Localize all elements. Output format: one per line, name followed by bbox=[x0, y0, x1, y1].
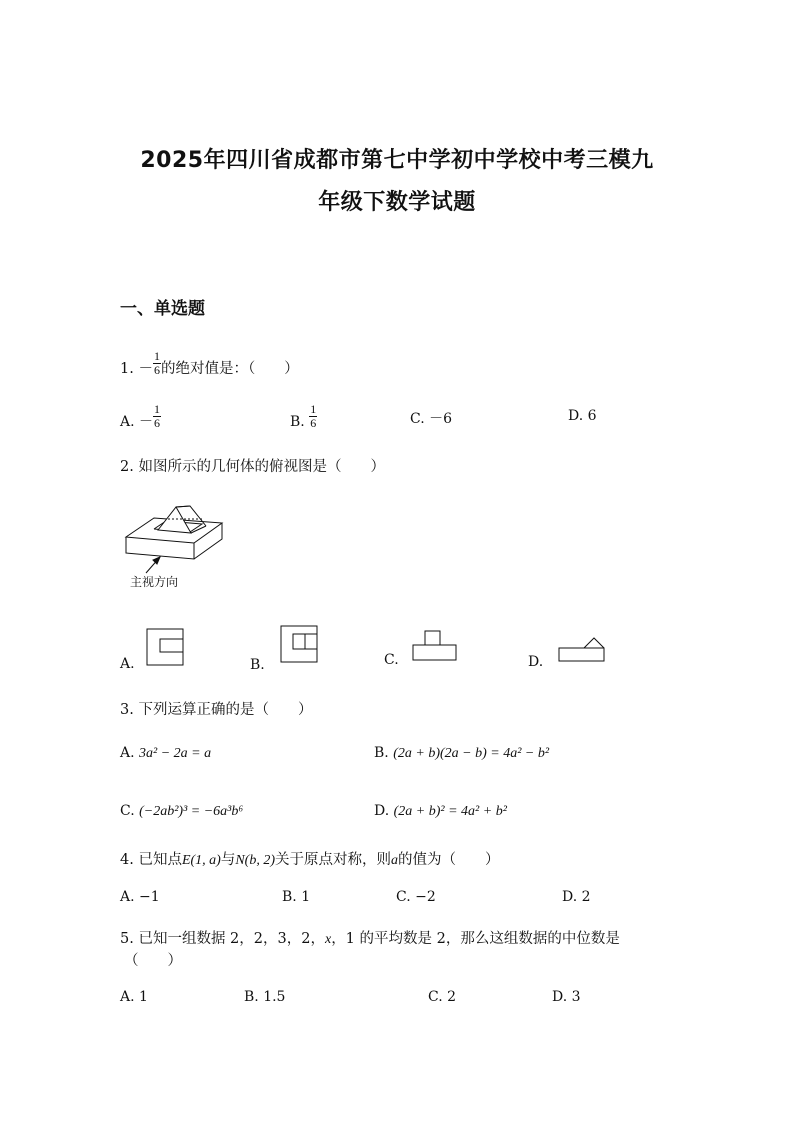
q3-option-a[interactable]: A. 3a² − 2a = a bbox=[120, 745, 212, 761]
view-direction-caption: 主视方向 bbox=[130, 575, 179, 589]
q1-option-a[interactable]: A. － $\frac{1}{6}$ bbox=[120, 402, 161, 431]
minus-sign: － bbox=[138, 361, 153, 378]
q1-option-d[interactable]: D. 6 bbox=[568, 408, 597, 424]
q4-option-a[interactable]: A. −1 bbox=[120, 889, 160, 905]
q5-option-c[interactable]: C. 2 bbox=[428, 989, 457, 1005]
q2-option-c-figure[interactable] bbox=[412, 630, 462, 665]
point-e: E(1, a) bbox=[181, 853, 221, 868]
q5-option-a[interactable]: A. 1 bbox=[120, 989, 148, 1005]
document-title-line2: 年级下数学试题 bbox=[318, 190, 476, 215]
question-text: 的绝对值是：（ ） bbox=[160, 361, 299, 378]
section-heading: 一、单选题 bbox=[120, 299, 205, 319]
question-5: 5. 已知一组数据 2，2，3，2，x，1 的平均数是 2，那么这组数据的中位数是 bbox=[120, 931, 620, 947]
q2-option-a-label[interactable]: A. bbox=[120, 656, 135, 672]
q1-option-b[interactable]: B. $\frac{1}{6}$ bbox=[290, 402, 317, 431]
q2-option-a-figure[interactable] bbox=[146, 628, 186, 668]
point-n: N(b, 2) bbox=[235, 853, 276, 868]
question-3: 3. 下列运算正确的是（ ） bbox=[120, 702, 313, 718]
q2-option-b-label[interactable]: B. bbox=[250, 657, 265, 673]
q2-option-d-figure[interactable] bbox=[558, 632, 608, 667]
q3-option-c[interactable]: C. (−2ab²)³ = −6a³b⁶ bbox=[120, 803, 244, 819]
q1-option-c[interactable]: C. －6 bbox=[410, 411, 453, 427]
question-2: 2. 如图所示的几何体的俯视图是（ ） bbox=[120, 459, 385, 475]
question-5-paren: （ ） bbox=[124, 953, 182, 969]
q5-option-b[interactable]: B. 1.5 bbox=[244, 989, 286, 1005]
q2-option-c-label[interactable]: C. bbox=[384, 652, 399, 668]
q3-option-b[interactable]: B. (2a + b)(2a − b) = 4a² − b² bbox=[374, 745, 550, 761]
document-title-line1: 2025年四川省成都市第七中学初中学校中考三模九 bbox=[140, 148, 654, 173]
fraction: $\frac{1}{6}$ bbox=[153, 349, 160, 377]
q2-option-d-label[interactable]: D. bbox=[528, 654, 544, 670]
question-1 bbox=[120, 349, 299, 382]
q4-option-b[interactable]: B. 1 bbox=[282, 889, 311, 905]
q4-option-c[interactable]: C. −2 bbox=[396, 889, 436, 905]
q5-option-d[interactable]: D. 3 bbox=[552, 989, 581, 1005]
q4-option-d[interactable]: D. 2 bbox=[562, 889, 591, 905]
question-4: 4. 已知点E(1, a)与N(b, 2)关于原点对称，则a的值为（ ） bbox=[120, 852, 500, 868]
question-number: 1. bbox=[120, 361, 134, 378]
q2-option-b-figure[interactable] bbox=[280, 625, 320, 665]
q3-option-d[interactable]: D. (2a + b)² = 4a² + b² bbox=[374, 803, 507, 819]
q2-solid-figure bbox=[124, 505, 234, 570]
